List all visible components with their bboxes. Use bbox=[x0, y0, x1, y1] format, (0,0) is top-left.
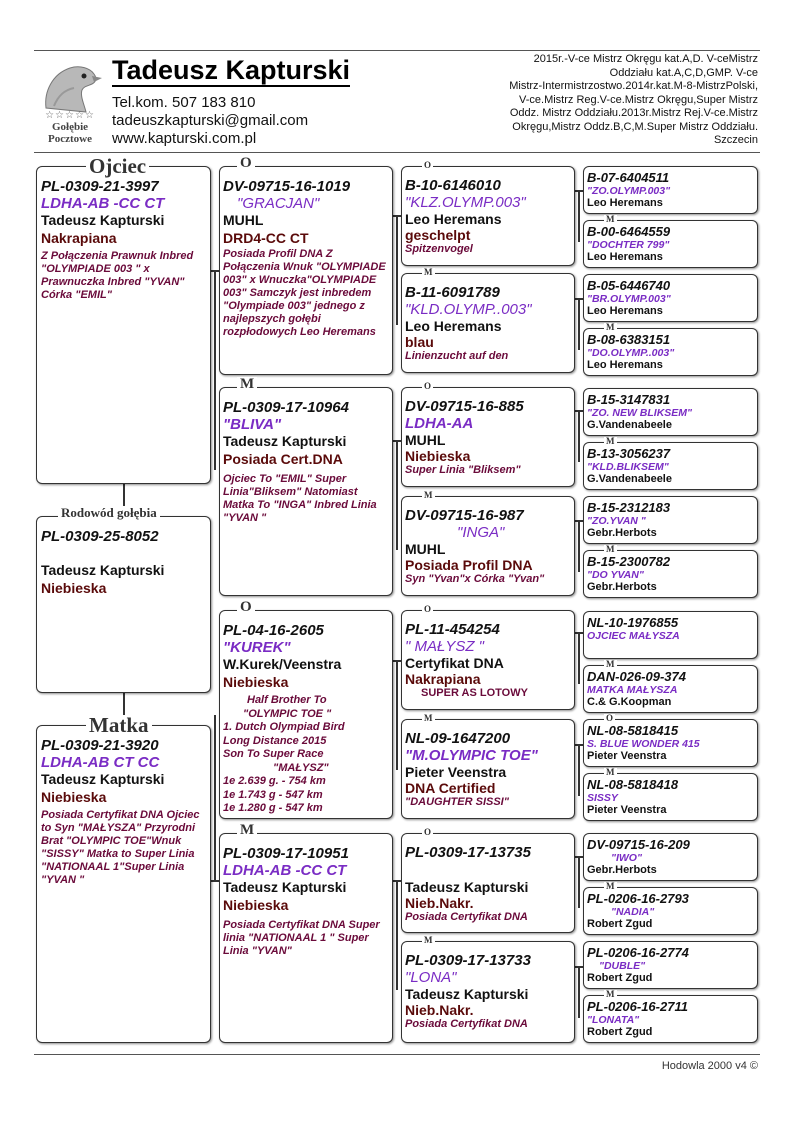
connector bbox=[396, 880, 398, 990]
ggp-sex-label: O bbox=[424, 381, 432, 391]
achievement-line: Oddz. Mistrz Oddziału.2013r.Mistrz Rej.V-ce.Mistrz bbox=[509, 107, 758, 119]
gp-remarks bbox=[223, 694, 392, 816]
gggp-owner: Leo Heremans bbox=[587, 251, 663, 263]
gggp-card[interactable] bbox=[583, 833, 758, 881]
gggp-sex-label: M bbox=[606, 767, 615, 777]
remark-line: "MAŁYSZ" bbox=[273, 761, 329, 774]
ggp-color: Nieb.Nakr. bbox=[405, 895, 474, 911]
gggp-ring: B-15-3147831 bbox=[587, 392, 671, 407]
gggp-owner: Leo Heremans bbox=[587, 305, 663, 317]
gp-ring: DV-09715-16-1019 bbox=[223, 178, 351, 195]
gggp-card[interactable] bbox=[583, 166, 758, 214]
mother-card[interactable] bbox=[36, 725, 211, 1043]
gggp-owner: Leo Heremans bbox=[587, 359, 663, 371]
gggp-sex-label: M bbox=[606, 436, 615, 446]
remark-line: "OLYMPIC TOE " bbox=[243, 707, 332, 720]
ggp-sex-label: M bbox=[424, 490, 433, 500]
ggp-name bbox=[405, 861, 574, 879]
breeder-name: Tadeusz Kapturski bbox=[112, 55, 351, 85]
website[interactable]: www.kapturski.com.pl bbox=[112, 130, 257, 147]
gggp-owner: Robert Zgud bbox=[587, 1026, 653, 1038]
ggp-color: Niebieska bbox=[405, 448, 471, 464]
subject-color: Niebieska bbox=[41, 580, 107, 596]
connector bbox=[214, 715, 216, 881]
ggp-sex-label: M bbox=[424, 267, 433, 277]
gp-owner: Tadeusz Kapturski bbox=[223, 879, 347, 895]
ggp-sex-label: O bbox=[424, 160, 432, 170]
ggp-ring: PL-11-454254 bbox=[405, 621, 500, 638]
gp-color: Niebieska bbox=[223, 897, 289, 913]
gggp-sex-label: M bbox=[606, 659, 615, 669]
gggp-name: "DUBLE" bbox=[599, 960, 646, 972]
mother-label: Matka bbox=[86, 715, 152, 736]
subject-owner: Tadeusz Kapturski bbox=[41, 562, 165, 578]
footer-credit: Hodowla 2000 v4 © bbox=[661, 1060, 758, 1072]
ggp-name: LDHA-AA bbox=[405, 415, 474, 432]
ggp-owner: Leo Heremans bbox=[405, 318, 502, 334]
ggp-card[interactable] bbox=[401, 941, 575, 1043]
ggp-sex-label: M bbox=[424, 713, 433, 723]
gp-color: Niebieska bbox=[223, 674, 289, 690]
father-color: Nakrapiana bbox=[41, 230, 117, 246]
gp-sex-label: O bbox=[237, 156, 255, 171]
ggp-ring: PL-0309-17-13733 bbox=[405, 952, 531, 969]
ggp-card[interactable] bbox=[401, 610, 575, 710]
gggp-ring: NL-10-1976855 bbox=[587, 615, 679, 630]
father-name: LDHA-AB -CC CT bbox=[41, 195, 165, 212]
logo-caption-1: Gołębie bbox=[51, 121, 89, 133]
gggp-name: "BR.OLYMP.003" bbox=[587, 293, 671, 305]
ggp-name: "KLZ.OLYMP.003" bbox=[405, 194, 526, 211]
ggp-name: "KLD.OLYMP..003" bbox=[405, 301, 532, 318]
gp-owner: MUHL bbox=[223, 212, 264, 228]
father-card[interactable] bbox=[36, 166, 211, 484]
gggp-ring: B-00-6464559 bbox=[587, 224, 671, 239]
gp-card[interactable] bbox=[219, 610, 393, 819]
gggp-card[interactable] bbox=[583, 665, 758, 713]
father-owner: Tadeusz Kapturski bbox=[41, 212, 165, 228]
gggp-owner: Robert Zgud bbox=[587, 972, 653, 984]
achievement-line: Okręgu,Mistrz Oddz.B,C,M.Super Mistrz Oddziału. bbox=[512, 120, 758, 133]
ggp-ring: DV-09715-16-987 bbox=[405, 507, 524, 524]
gggp-ring: PL-0206-16-2711 bbox=[587, 999, 688, 1014]
ggp-sex-label: M bbox=[424, 935, 433, 945]
gp-remarks: Ojciec To "EMIL" Super Linia"Bliksem" Natomiast Matka To "INGA" Inbred Linia "YVAN " bbox=[223, 473, 377, 524]
gggp-owner: Pieter Veenstra bbox=[587, 804, 667, 816]
connector bbox=[578, 966, 580, 1018]
ggp-ring: DV-09715-16-885 bbox=[405, 398, 524, 415]
ggp-card[interactable] bbox=[401, 496, 575, 596]
gggp-ring: NL-08-5818415 bbox=[587, 723, 679, 738]
ggp-owner: Certyfikat DNA bbox=[405, 655, 504, 671]
ggp-remarks: Super Linia "Bliksem" bbox=[405, 464, 521, 476]
gggp-ring: PL-0206-16-2774 bbox=[587, 945, 689, 960]
remark-line: 1e 1.280 g - 547 km bbox=[223, 802, 323, 814]
ggp-card[interactable] bbox=[401, 719, 575, 819]
gp-color: Posiada Cert.DNA bbox=[223, 451, 343, 467]
ggp-owner: Pieter Veenstra bbox=[405, 764, 507, 780]
gggp-name: "LONATA" bbox=[587, 1014, 640, 1026]
gggp-name: "IWO" bbox=[611, 852, 642, 864]
gggp-name: MATKA MAŁYSZA bbox=[587, 684, 678, 696]
gggp-ring: DV-09715-16-209 bbox=[587, 837, 690, 852]
ggp-sex-label: O bbox=[424, 604, 432, 614]
gggp-name: "DOCHTER 799" bbox=[587, 239, 670, 251]
gggp-card[interactable] bbox=[583, 995, 758, 1043]
gggp-owner: G.Vandenabeele bbox=[587, 473, 672, 485]
gggp-name: "KLD.BLIKSEM" bbox=[587, 461, 669, 473]
ggp-remarks: "DAUGHTER SISSI" bbox=[405, 796, 509, 808]
ggp-remarks: Linienzucht auf den bbox=[405, 350, 509, 362]
gggp-ring: DAN-026-09-374 bbox=[587, 669, 686, 684]
gggp-card[interactable] bbox=[583, 773, 758, 821]
gggp-card[interactable] bbox=[583, 941, 758, 989]
gggp-card[interactable] bbox=[583, 388, 758, 436]
subject-ring: PL-0309-25-8052 bbox=[41, 528, 159, 545]
ggp-name: "M.OLYMPIC TOE" bbox=[405, 747, 538, 764]
gp-name: "GRACJAN" bbox=[237, 195, 320, 212]
remark-line: Long Distance 2015 bbox=[223, 734, 327, 747]
pigeon-logo-icon bbox=[34, 56, 106, 116]
gggp-ring: B-13-3056237 bbox=[587, 446, 671, 461]
gggp-owner: Robert Zgud bbox=[587, 918, 653, 930]
gggp-name: "ZO. NEW BLIKSEM" bbox=[587, 407, 693, 419]
mother-owner: Tadeusz Kapturski bbox=[41, 771, 165, 787]
connector bbox=[578, 856, 580, 908]
ggp-owner: MUHL bbox=[405, 432, 446, 448]
gggp-card[interactable] bbox=[583, 887, 758, 935]
gp-name: "BLIVA" bbox=[223, 416, 282, 433]
gggp-ring: PL-0206-16-2793 bbox=[587, 891, 689, 906]
gggp-ring: B-07-6404511 bbox=[587, 170, 670, 185]
gggp-ring: B-15-2300782 bbox=[587, 554, 671, 569]
gggp-sex-label: O bbox=[606, 713, 614, 723]
ggp-card[interactable] bbox=[401, 833, 575, 933]
gggp-ring: B-15-2312183 bbox=[587, 500, 671, 515]
gggp-ring: B-05-6446740 bbox=[587, 278, 671, 293]
gp-remarks: Posiada Profil DNA Z Połączenia Wnuk "OLYMPIADE 003" x Wnuczka"OLYMPIADE 003" Samczyk jest inbredem "Olympiade 003" jednego z najlepszych gołębi rozpłodowych Leo Heremans bbox=[223, 248, 386, 338]
gggp-card[interactable] bbox=[583, 220, 758, 268]
gggp-name: S. BLUE WONDER 415 bbox=[587, 738, 700, 750]
mother-ring: PL-0309-21-3920 bbox=[41, 737, 159, 754]
achievement-line: V-ce.Mistrz Reg.V-ce.Mistrz Okręgu,Super Mistrz bbox=[519, 93, 758, 106]
connector bbox=[396, 440, 398, 550]
gggp-name: "ZO.OLYMP.003" bbox=[587, 185, 671, 197]
gp-ring: PL-04-16-2605 bbox=[223, 622, 324, 639]
gggp-sex-label: M bbox=[606, 322, 615, 332]
ggp-color: blau bbox=[405, 334, 434, 350]
achievement-line: 2015r.-V-ce Mistrz Okręgu kat.A,D. V-ceMistrz bbox=[533, 53, 758, 65]
achievement-line: Mistrz-Intermistrzostwo.2014r.kat.M-8-MistrzPolski, bbox=[509, 80, 758, 92]
connector bbox=[396, 215, 398, 325]
gggp-card[interactable] bbox=[583, 442, 758, 490]
gp-name: "KUREK" bbox=[223, 639, 291, 656]
gggp-sex-label: M bbox=[606, 989, 615, 999]
gp-card[interactable] bbox=[219, 166, 393, 375]
gggp-sex-label: M bbox=[606, 881, 615, 891]
gggp-card[interactable] bbox=[583, 496, 758, 544]
phone: Tel.kom. 507 183 810 bbox=[112, 94, 256, 111]
achievement-line: Oddziału kat.A,C,D,GMP. V-ce bbox=[609, 66, 758, 79]
connector bbox=[578, 298, 580, 350]
gggp-owner: C.& G.Koopman bbox=[587, 696, 672, 708]
ggp-card[interactable] bbox=[401, 273, 575, 373]
ggp-name: "LONA" bbox=[405, 969, 457, 986]
logo bbox=[34, 56, 106, 144]
ggp-owner: Tadeusz Kapturski bbox=[405, 986, 529, 1002]
gggp-owner: Gebr.Herbots bbox=[587, 527, 657, 539]
ggp-color: geschelpt bbox=[405, 227, 471, 243]
gggp-owner: G.Vandenabeele bbox=[587, 419, 672, 431]
remark-line: 1e 2.639 g. - 754 km bbox=[223, 775, 326, 787]
ggp-color: Posiada Profil DNA bbox=[405, 557, 533, 573]
father-remarks: Z Połączenia Prawnuk Inbred "OLYMPIADE 003 " x Prawnuczka Inbred "YVAN" Córka "EMIL" bbox=[41, 250, 194, 301]
ggp-sex-label: O bbox=[424, 827, 432, 837]
gp-owner: W.Kurek/Veenstra bbox=[223, 656, 342, 672]
gggp-owner: Pieter Veenstra bbox=[587, 750, 667, 762]
gp-card[interactable] bbox=[219, 387, 393, 596]
remark-line: 1. Dutch Olympiad Bird bbox=[223, 721, 345, 733]
gggp-name: "ZO.YVAN " bbox=[587, 515, 646, 527]
connector bbox=[396, 660, 398, 770]
gggp-card[interactable] bbox=[583, 274, 758, 322]
ggp-ring: B-11-6091789 bbox=[405, 284, 500, 301]
ggp-remarks: SUPER AS LOTOWY bbox=[421, 687, 528, 699]
gp-ring: PL-0309-17-10964 bbox=[223, 399, 349, 416]
gggp-card[interactable] bbox=[583, 719, 758, 767]
gggp-card[interactable] bbox=[583, 328, 758, 376]
achievement-line: Szczecin bbox=[713, 134, 758, 146]
gp-sex-label: O bbox=[237, 600, 255, 615]
remark-line: 1e 1.743 g - 547 km bbox=[223, 788, 323, 801]
email[interactable]: tadeuszkapturski@gmail.com bbox=[112, 112, 309, 129]
logo-caption-2: Pocztowe bbox=[48, 133, 92, 145]
ggp-color: DNA Certified bbox=[405, 780, 496, 796]
gggp-ring: B-08-6383151 bbox=[587, 332, 671, 347]
connector bbox=[214, 270, 216, 470]
mother-color: Niebieska bbox=[41, 789, 107, 805]
gggp-owner: Leo Heremans bbox=[587, 197, 663, 209]
ggp-ring: B-10-6146010 bbox=[405, 177, 501, 194]
gp-ring: PL-0309-17-10951 bbox=[223, 845, 349, 862]
gp-card[interactable] bbox=[219, 833, 393, 1043]
gggp-sex-label: M bbox=[606, 214, 615, 224]
gggp-name: OJCIEC MAŁYSZA bbox=[587, 630, 680, 642]
gp-remarks: Posiada Certyfikat DNA Super linia "NATIONAAL 1 " Super Linia "YVAN" bbox=[223, 919, 380, 957]
ggp-remarks: Posiada Certyfikat DNA bbox=[405, 911, 528, 923]
ggp-card[interactable] bbox=[401, 387, 575, 487]
remark-line: Half Brother To bbox=[247, 694, 327, 706]
ggp-remarks: Spitzenvogel bbox=[405, 243, 473, 255]
gggp-name: "NADIA" bbox=[611, 906, 655, 918]
gp-color: DRD4-CC CT bbox=[223, 230, 309, 246]
ggp-color: Nieb.Nakr. bbox=[405, 1002, 474, 1018]
footer-rule bbox=[34, 1054, 760, 1055]
gggp-ring: NL-08-5818418 bbox=[587, 777, 679, 792]
gp-sex-label: M bbox=[237, 823, 257, 838]
ggp-owner: MUHL bbox=[405, 541, 446, 557]
subject-card[interactable] bbox=[36, 516, 211, 693]
connector bbox=[578, 410, 580, 462]
ggp-ring: PL-0309-17-13735 bbox=[405, 844, 531, 861]
gggp-card[interactable] bbox=[583, 550, 758, 598]
ggp-remarks: Posiada Certyfikat DNA bbox=[405, 1018, 528, 1030]
connector bbox=[578, 632, 580, 684]
remark-line: Son To Super Race bbox=[223, 748, 324, 760]
gp-owner: Tadeusz Kapturski bbox=[223, 433, 347, 449]
father-label: Ojciec bbox=[86, 156, 149, 177]
ggp-color: Nakrapiana bbox=[405, 671, 481, 687]
pedigree-label: Rodowód gołębia bbox=[58, 506, 160, 519]
gp-sex-label: M bbox=[237, 377, 257, 392]
ggp-card[interactable] bbox=[401, 166, 575, 266]
ggp-name: "INGA" bbox=[457, 524, 505, 541]
gggp-sex-label: M bbox=[606, 544, 615, 554]
achievements bbox=[470, 53, 758, 148]
gggp-owner: Gebr.Herbots bbox=[587, 864, 657, 876]
ggp-owner: Tadeusz Kapturski bbox=[405, 879, 529, 895]
gggp-card[interactable] bbox=[583, 611, 758, 659]
gp-name: LDHA-AB -CC CT bbox=[223, 862, 347, 879]
logo-stars: ☆☆☆☆☆ bbox=[45, 110, 95, 121]
gggp-name: SISSY bbox=[587, 792, 618, 804]
connector bbox=[578, 744, 580, 796]
ggp-name: " MAŁYSZ " bbox=[405, 638, 484, 655]
gggp-name: "DO.OLYMP..003" bbox=[587, 347, 675, 359]
gggp-owner: Gebr.Herbots bbox=[587, 581, 657, 593]
top-rule bbox=[34, 50, 760, 51]
connector bbox=[578, 190, 580, 242]
ggp-remarks: Syn "Yvan"x Córka "Yvan" bbox=[405, 573, 545, 585]
ggp-owner: Leo Heremans bbox=[405, 211, 502, 227]
connector bbox=[578, 520, 580, 572]
mother-name: LDHA-AB CT CC bbox=[41, 754, 160, 771]
mother-remarks: Posiada Certyfikat DNA Ojciec to Syn "MAŁYSZA" Przyrodni Brat "OLYMPIC TOE"Wnuk "SISSY" Matka to Super Linia "NATIONAAL 1"Super Linia "YVAN " bbox=[41, 809, 200, 886]
father-ring: PL-0309-21-3997 bbox=[41, 178, 159, 195]
header-rule bbox=[34, 152, 760, 153]
gggp-name: "DO YVAN" bbox=[587, 569, 644, 581]
ggp-ring: NL-09-1647200 bbox=[405, 730, 511, 747]
